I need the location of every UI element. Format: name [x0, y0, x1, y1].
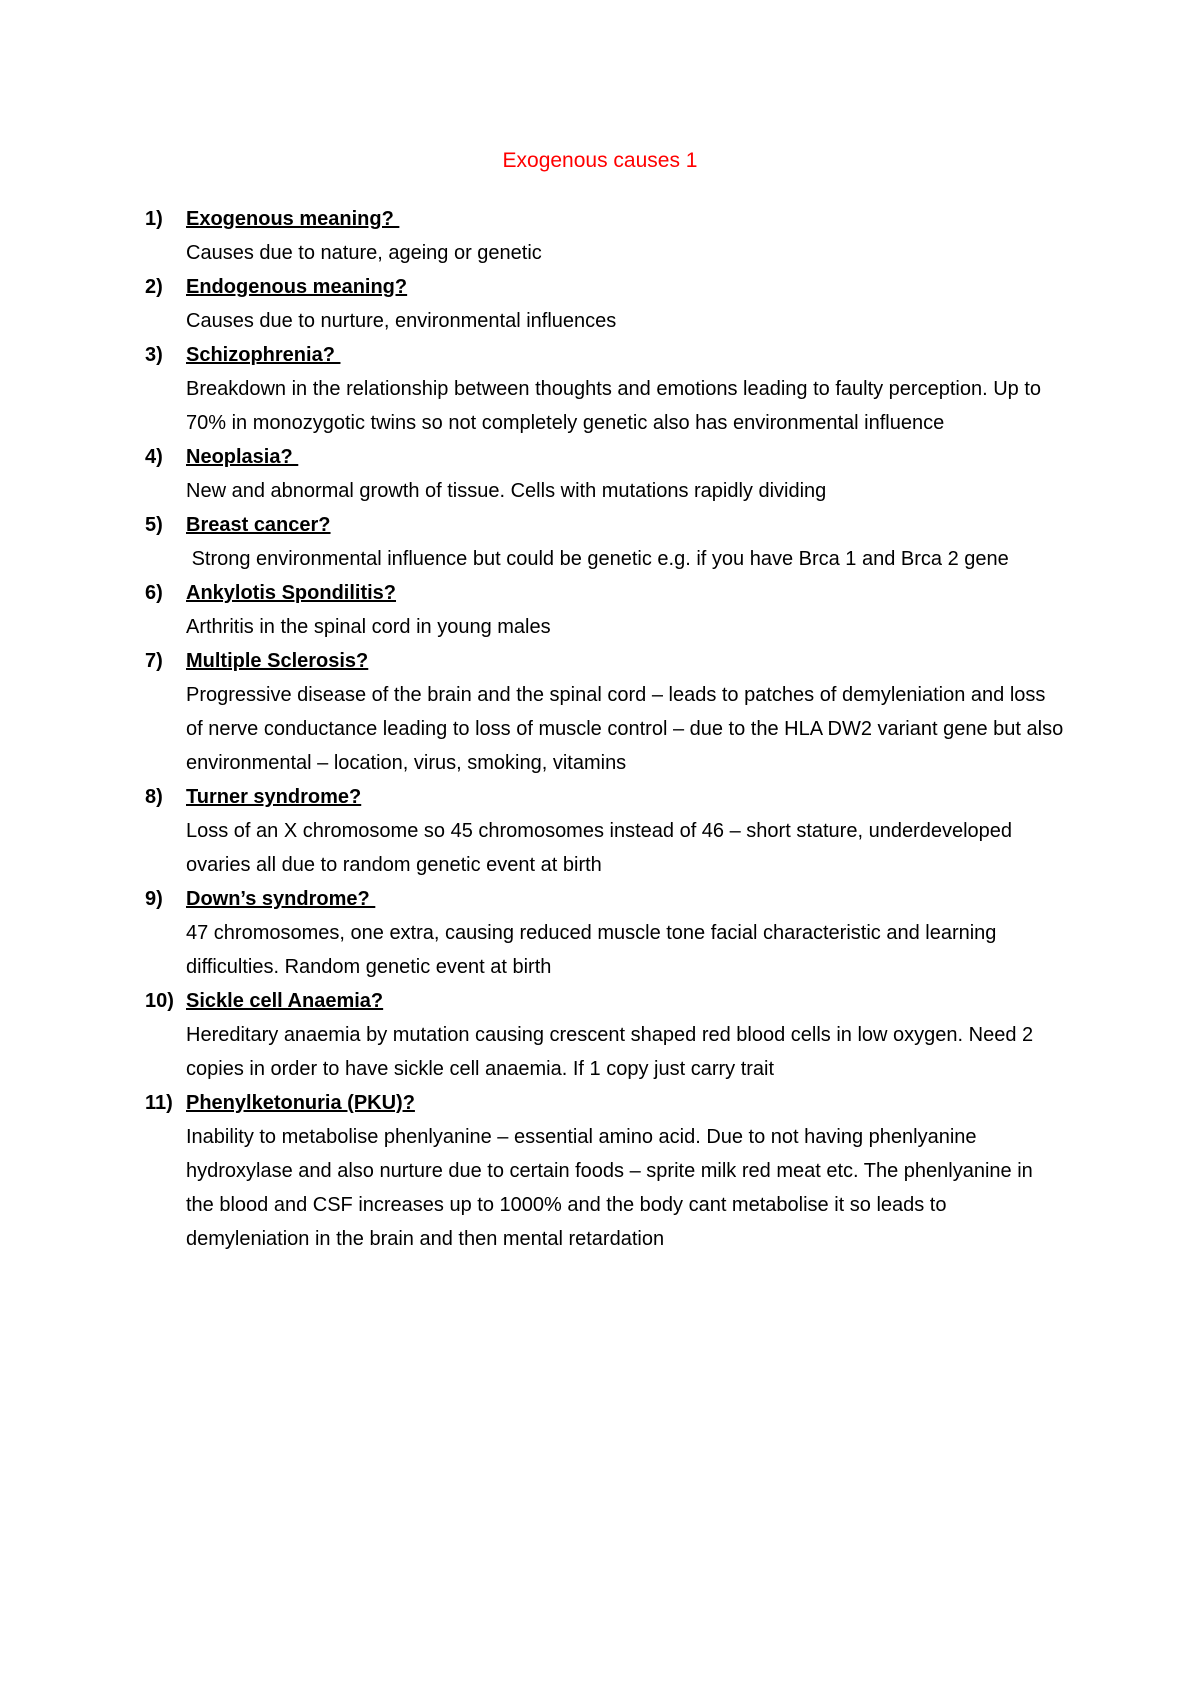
item-question: Breast cancer? — [186, 514, 331, 536]
item-number: 6) — [145, 582, 163, 604]
item-number: 9) — [145, 888, 163, 910]
item-answer: Strong environmental influence but could be genetic e.g. if you have Brca 1 and Brca 2 gene — [186, 548, 1009, 570]
list-item — [145, 338, 1065, 440]
list-item — [145, 508, 1065, 576]
item-number: 10) — [145, 990, 174, 1012]
list-item — [145, 984, 1065, 1086]
item-number: 2) — [145, 276, 163, 298]
item-answer: Loss of an X chromosome so 45 chromosomes instead of 46 – short stature, underdeveloped ovaries all due to random genetic event at birth — [186, 820, 1018, 876]
item-number: 8) — [145, 786, 163, 808]
item-number: 3) — [145, 344, 163, 366]
item-question: Schizophrenia? — [186, 344, 341, 366]
item-number: 5) — [145, 514, 163, 536]
list-item — [145, 440, 1065, 508]
item-question: Neoplasia? — [186, 446, 299, 468]
item-number: 7) — [145, 650, 163, 672]
item-question: Endogenous meaning? — [186, 276, 408, 298]
item-question: Multiple Sclerosis? — [186, 650, 369, 672]
item-number: 1) — [145, 208, 163, 230]
list-item — [145, 576, 1065, 644]
item-answer: New and abnormal growth of tissue. Cells with mutations rapidly dividing — [186, 480, 827, 502]
item-answer: Progressive disease of the brain and the spinal cord – leads to patches of demyleniation and loss of nerve conductance leading to loss of muscle control – due to the HLA DW2 variant gene but also environmental – location, virus, smoking, vitamins — [186, 684, 1069, 774]
list-item — [145, 882, 1065, 984]
item-question: Turner syndrome? — [186, 786, 362, 808]
item-number: 11) — [145, 1092, 173, 1114]
item-answer: Causes due to nurture, environmental influences — [186, 310, 617, 332]
item-question: Down’s syndrome? — [186, 888, 376, 910]
item-answer: 47 chromosomes, one extra, causing reduced muscle tone facial characteristic and learning difficulties. Random genetic event at birth — [186, 922, 1002, 978]
list-item — [145, 270, 1065, 338]
item-question: Exogenous meaning? — [186, 208, 400, 230]
item-answer: Inability to metabolise phenlyanine – essential amino acid. Due to not having phenlyanine hydroxylase and also nurture due to certain foods – sprite milk red meat etc. The phenlyanine in the blood and CSF increases up to 1000% and the body cant metabolise it so leads to demyleniation in the brain and then mental retardation — [186, 1126, 1039, 1250]
item-answer: Breakdown in the relationship between thoughts and emotions leading to faulty perception. Up to 70% in monozygotic twins so not completely genetic also has environmental influence — [186, 378, 1053, 434]
item-answer: Hereditary anaemia by mutation causing crescent shaped red blood cells in low oxygen. Need 2 copies in order to have sickle cell anaemia. If 1 copy just carry trait — [186, 1024, 1039, 1080]
item-number: 4) — [145, 446, 163, 468]
item-question: Ankylotis Spondilitis? — [186, 582, 397, 604]
item-answer: Arthritis in the spinal cord in young males — [186, 616, 551, 638]
list-item — [145, 780, 1065, 882]
item-answer: Causes due to nature, ageing or genetic — [186, 242, 542, 264]
question-list — [145, 202, 1069, 1256]
item-question: Phenylketonuria (PKU)? — [186, 1092, 415, 1114]
document-title: Exogenous causes 1 — [502, 149, 698, 172]
item-question: Sickle cell Anaemia? — [186, 990, 384, 1012]
list-item — [145, 1086, 1065, 1256]
list-item — [145, 644, 1069, 780]
list-item — [145, 202, 1065, 270]
